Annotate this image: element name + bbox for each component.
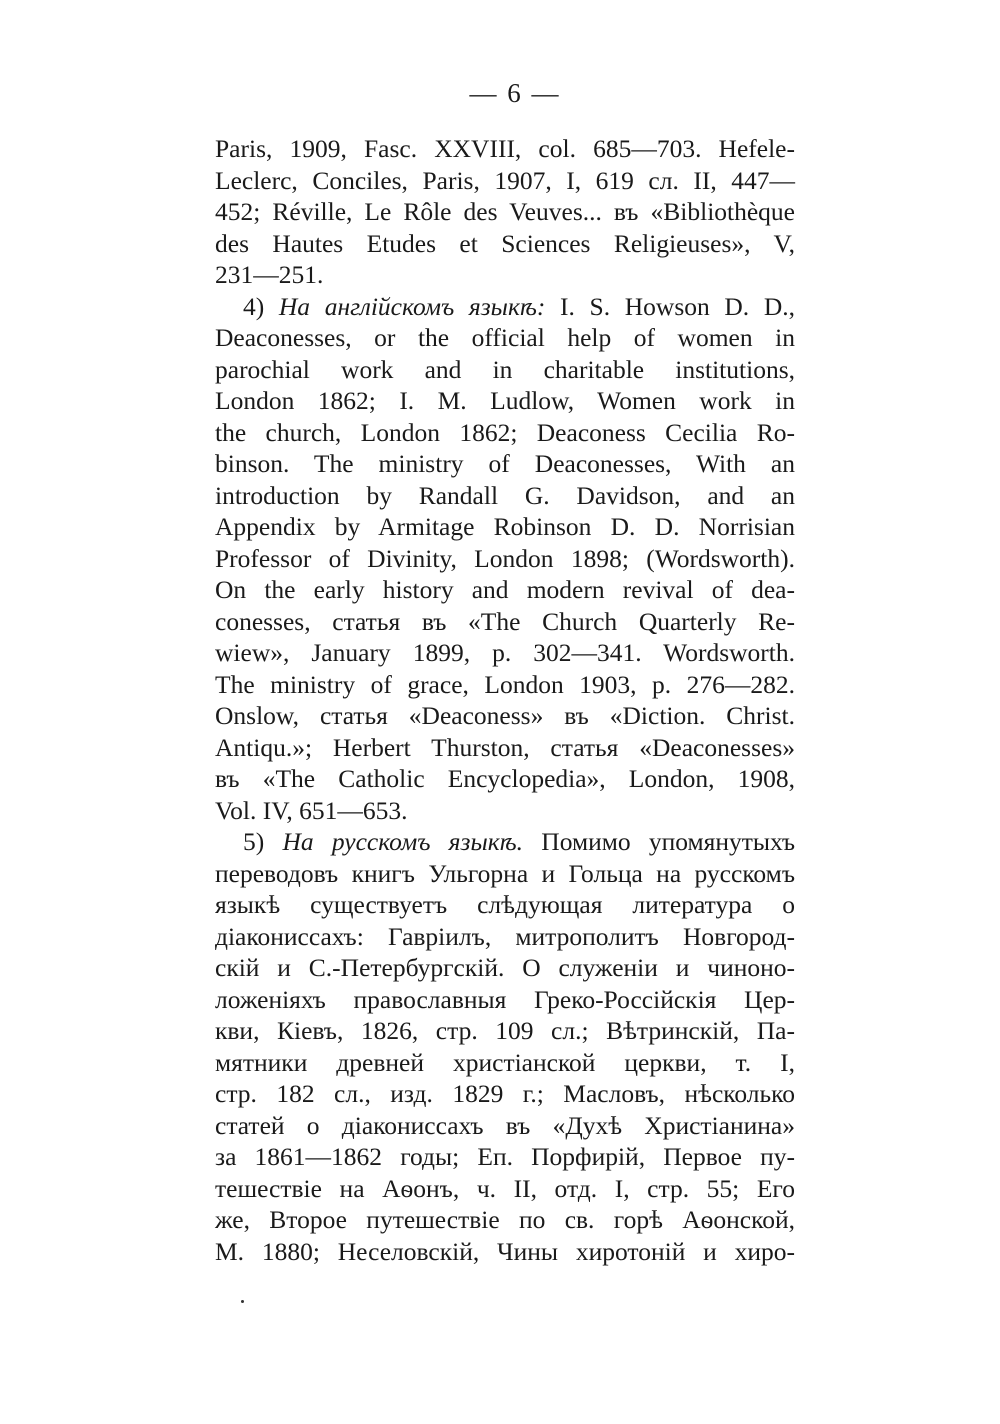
text-line-11: binson. The ministry of Deaconesses, With an — [215, 449, 795, 478]
text-line-32: статей о діакониссахъ въ «Духѣ Христіанина» — [215, 1110, 795, 1140]
text-line-14: Professor of Divinity, London 1898; (Wordsworth). — [215, 543, 795, 573]
text-line-6-section-4-heading: 4) На англійскомъ языкѣ: I. S. Howson D. D., — [243, 291, 795, 321]
text-line-20: Antiqu.»; Herbert Thurston, статья «Deaconesses» — [215, 732, 795, 762]
text-line-10: the church, London 1862; Deaconess Cecilia Ro- — [215, 417, 795, 447]
text-line-23-section-5-heading: 5) На русскомъ языкѣ. Помимо упомянутыхъ — [243, 827, 796, 856]
text-line-35: же, Второе путешествіе по св. горѣ Аѳонской, — [215, 1205, 795, 1234]
text-line-36: М. 1880; Неселовскій, Чины хиротоній и хиро- — [215, 1236, 795, 1266]
text-line-21: въ «The Catholic Encyclopedia», London, 1908, — [215, 764, 795, 793]
text-line-15: On the early history and modern revival of dea- — [215, 575, 795, 604]
text-line-17: wiew», January 1899, p. 302—341. Wordsworth. — [215, 638, 795, 667]
text-line-29: кви, Кіевъ, 1826, стр. 109 сл.; Вѣтринскій, Па- — [215, 1016, 795, 1045]
section-4-title: На англійскомъ языкѣ: — [278, 291, 546, 321]
page-number: — 6 — — [469, 78, 561, 108]
text-line-24: переводовъ книгъ Ульгорна и Гольца на русскомъ — [215, 858, 795, 888]
text-line-28: ложеніяхъ православныя Греко-Россійскія Цер- — [215, 984, 795, 1014]
text-line-4: des Hautes Etudes et Sciences Religieuses», V, — [215, 228, 795, 258]
text-line-30: мятники древней христіанской церкви, т. I, — [215, 1047, 795, 1077]
text-line-13: Appendix by Armitage Robinson D. D. Norrisian — [215, 512, 795, 541]
text-line-34: тешествіе на Аѳонъ, ч. II, отд. I, стр. 55; Его — [215, 1173, 795, 1203]
text-line-1: Paris, 1909, Fasc. XXVIII, col. 685—703. Hefele- — [215, 134, 795, 163]
text-line-16: conesses, статья въ «The Church Quarterly Re- — [215, 606, 795, 636]
text-line-12: introduction by Randall G. Davidson, and an — [215, 480, 795, 510]
body-text — [215, 133, 795, 1267]
text-line-22: Vol. IV, 651—653. — [215, 795, 408, 825]
text-line-8: parochial work and in charitable institutions, — [215, 354, 795, 384]
ink-speck — [241, 1300, 244, 1303]
text-line-5: 231—251. — [215, 260, 324, 289]
text-line-33: за 1861—1862 годы; Еп. Порфирій, Первое пу- — [215, 1142, 795, 1171]
text-line-18: The ministry of grace, London 1903, p. 276—282. — [215, 669, 795, 699]
text-line-19: Onslow, статья «Deaconess» въ «Diction. Christ. — [215, 701, 795, 730]
text-line-7: Deaconesses, or the official help of women in — [215, 323, 795, 352]
text-line-2: Leclerc, Conciles, Paris, 1907, I, 619 сл. II, 447— — [215, 165, 795, 195]
text-line-9: London 1862; I. M. Ludlow, Women work in — [215, 386, 795, 415]
text-line-31: стр. 182 сл., изд. 1829 г.; Масловъ, нѣсколько — [215, 1079, 795, 1108]
text-line-3: 452; Réville, Le Rôle des Veuves... въ «Bibliothèque — [215, 197, 795, 226]
text-line-26: діакониссахъ: Гавріилъ, митрополитъ Новгород- — [215, 921, 795, 951]
text-line-27: скій и С.-Петербургскій. О служеніи и чиноно- — [215, 953, 795, 982]
section-5-title: На русскомъ языкѣ. — [282, 827, 524, 856]
text-line-25: языкѣ существуетъ слѣдующая литература о — [215, 890, 795, 919]
